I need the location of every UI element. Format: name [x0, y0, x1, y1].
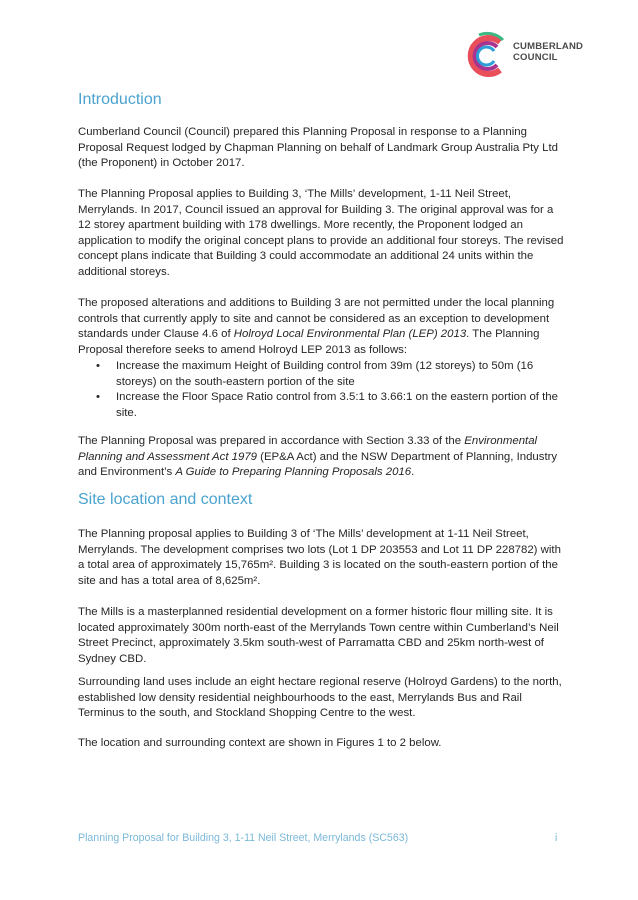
cumberland-council-logo	[459, 30, 599, 82]
council-c-mark-icon	[459, 30, 511, 82]
page-footer: Planning Proposal for Building 3, 1-11 Neil Street, Merrylands (SC563)	[78, 832, 409, 844]
intro-paragraph-3	[78, 296, 568, 358]
list-item: • Increase the maximum Height of Building control from 39m (12 storeys) to 50m (16 storeys) on the south-eastern portion of the site	[78, 359, 568, 390]
site-location-heading: Site location and context	[78, 491, 253, 508]
intro-p3-text-a: The proposed alterations and additions to Building 3 are not permitted under the local planning controls that currently apply to site and cannot be considered as an exception to development standards under Clause 4.6 of	[78, 297, 555, 340]
site-paragraph-4: The location and surrounding context are shown in Figures 1 to 2 below.	[78, 737, 442, 749]
logo-line-2: COUNCIL	[513, 52, 558, 63]
logo-line-1: CUMBERLAND	[513, 41, 584, 52]
site-paragraph-3: Surrounding land uses include an eight hectare regional reserve (Holroyd Gardens) to the north, established low density residential neighbourhoods to the east, Merrylands Bus and Rail Terminus to the south, and Stockland Shopping Centre to the west.	[78, 676, 562, 719]
intro-p4-text-b: (EP&A Act) and the NSW Department of Planning, Industry and Environment’s	[78, 450, 558, 478]
site-paragraph-1: The Planning proposal applies to Building 3 of ‘The Mills’ development at 1-11 Neil Street, Merrylands. The development comprises two lots (Lot 1 DP 203553 and Lot 11 DP 228782) with a total area of approximately 15,765m². Building 3 is located on the south-eastern portion of the site and has a total area of 8,625m².	[78, 528, 561, 587]
intro-p4-italic-2: A Guide to Preparing Planning Proposals 2016	[175, 466, 412, 478]
intro-paragraph-4	[78, 434, 568, 481]
intro-paragraph-1: Cumberland Council (Council) prepared this Planning Proposal in response to a Planning Proposal Request lodged by Chapman Planning on behalf of Landmark Group Australia Pty Ltd (the Proponent) in October 2017.	[78, 126, 558, 169]
intro-paragraph-2: The Planning Proposal applies to Building 3, ‘The Mills’ development, 1-11 Neil Street, Merrylands. In 2017, Council issued an approval for Building 3. The original approval was for a 12 storey apartment building with 178 dwellings. More recently, the Proponent lodged an application to modify the original concept plans to provide an additional four storeys. The revised concept plans indicate that Building 3 could accommodate an additional 24 units within the additional storeys.	[78, 188, 564, 278]
intro-p4-text-c: .	[411, 466, 415, 478]
intro-p3-text-b: . The Planning Proposal therefore seeks to amend Holroyd LEP 2013 as follows:	[78, 328, 540, 356]
intro-p4-italic-1: Environmental Planning and Assessment Act 1979	[78, 435, 538, 463]
intro-p3-italic: Holroyd Local Environmental Plan (LEP) 2013	[233, 328, 467, 340]
amendment-list	[78, 359, 568, 421]
list-item: • Increase the Floor Space Ratio control from 3.5:1 to 3.66:1 on the eastern portion of the site.	[78, 390, 568, 421]
page-number: i	[555, 832, 558, 844]
logo-wordmark	[513, 41, 583, 63]
introduction-heading: Introduction	[78, 91, 162, 108]
site-paragraph-2: The Mills is a masterplanned residential development on a former historic flour milling site. It is located approximately 300m north-east of the Merrylands Town centre within Cumberland’s Neil Street Precinct, approximately 3.5km south-west of Parramatta CBD and 25km north-west of Sydney CBD.	[78, 606, 559, 665]
intro-p4-text-a: The Planning Proposal was prepared in accordance with Section 3.33 of the	[78, 435, 465, 447]
